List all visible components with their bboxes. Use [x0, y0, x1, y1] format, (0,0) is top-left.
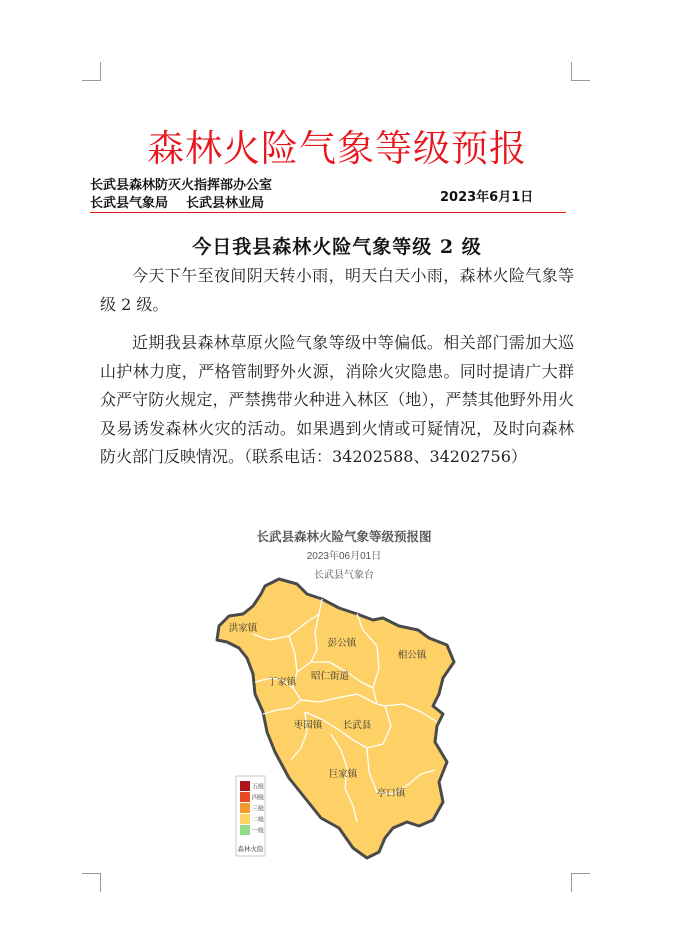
map-legend [236, 776, 265, 856]
legend-level-label: 四级 [252, 795, 265, 802]
legend-swatch [240, 792, 250, 802]
header-divider [90, 212, 566, 213]
town-label-dingjia: 丁家镇 [267, 677, 297, 688]
legend-swatch [240, 825, 250, 835]
map-title: 长武县森林火险气象等级预报图 [256, 530, 432, 544]
crop-mark-top-right [571, 62, 590, 81]
town-label-hongjia: 洪家镇 [228, 623, 258, 634]
town-label-tingkou: 亭口镇 [376, 788, 406, 799]
town-label-zaoyuan: 枣园镇 [293, 720, 323, 731]
town-label-xianggong: 相公镇 [397, 650, 427, 661]
town-label-penggong: 彭公镇 [327, 638, 357, 649]
crop-mark-bottom-right [571, 873, 590, 892]
map-date: 2023年06月01日 [306, 551, 382, 562]
fire-risk-map [207, 522, 477, 867]
legend-swatch [240, 781, 250, 791]
town-label-jujia: 巨家镇 [328, 769, 358, 780]
crop-mark-top-left [82, 62, 101, 81]
legend-level-label: 五级 [252, 784, 265, 791]
bulletin-title: 森林火险气象等级预报 [147, 127, 527, 170]
town-label-changwu: 长武县 [342, 720, 372, 731]
legend-level-label: 三级 [252, 806, 265, 813]
forestry-bureau: 长武县林业局 [186, 196, 265, 211]
issuing-bureaus [90, 192, 264, 211]
paragraph-forecast: 今天下午至夜间阴天转小雨，明天白天小雨，森林火险气象等级 2 级。 [100, 266, 574, 314]
legend-title: 森林火险 [237, 846, 264, 853]
weather-bureau: 长武县气象局 [90, 196, 169, 211]
legend-level-label: 二级 [252, 817, 265, 824]
forecast-headline: 今日我县森林火险气象等级 2 级 [192, 236, 482, 258]
paragraph-advice: 近期我县森林草原火险气象等级中等偏低。相关部门需加大巡山护林力度，严格管制野外火源，消除火灾隐患。同时提请广大群众严守防火规定，严禁携带火种进入林区（地），严禁其他野外用火及易诱发森林火灾的活动。如果遇到火情或可疑情况，及时向森林防火部门反映情况。（联系电话：34202588、34202756） [100, 333, 574, 466]
town-label-zhaoren: 昭仁街道 [310, 671, 350, 682]
map-source: 长武县气象台 [314, 570, 374, 581]
issue-date: 2023年6月1日 [440, 190, 534, 205]
legend-level-label: 一级 [252, 828, 265, 835]
issuing-office: 长武县森林防灭火指挥部办公室 [90, 178, 273, 193]
crop-mark-bottom-left [82, 873, 101, 892]
legend-swatch [240, 803, 250, 813]
legend-swatch [240, 814, 250, 824]
